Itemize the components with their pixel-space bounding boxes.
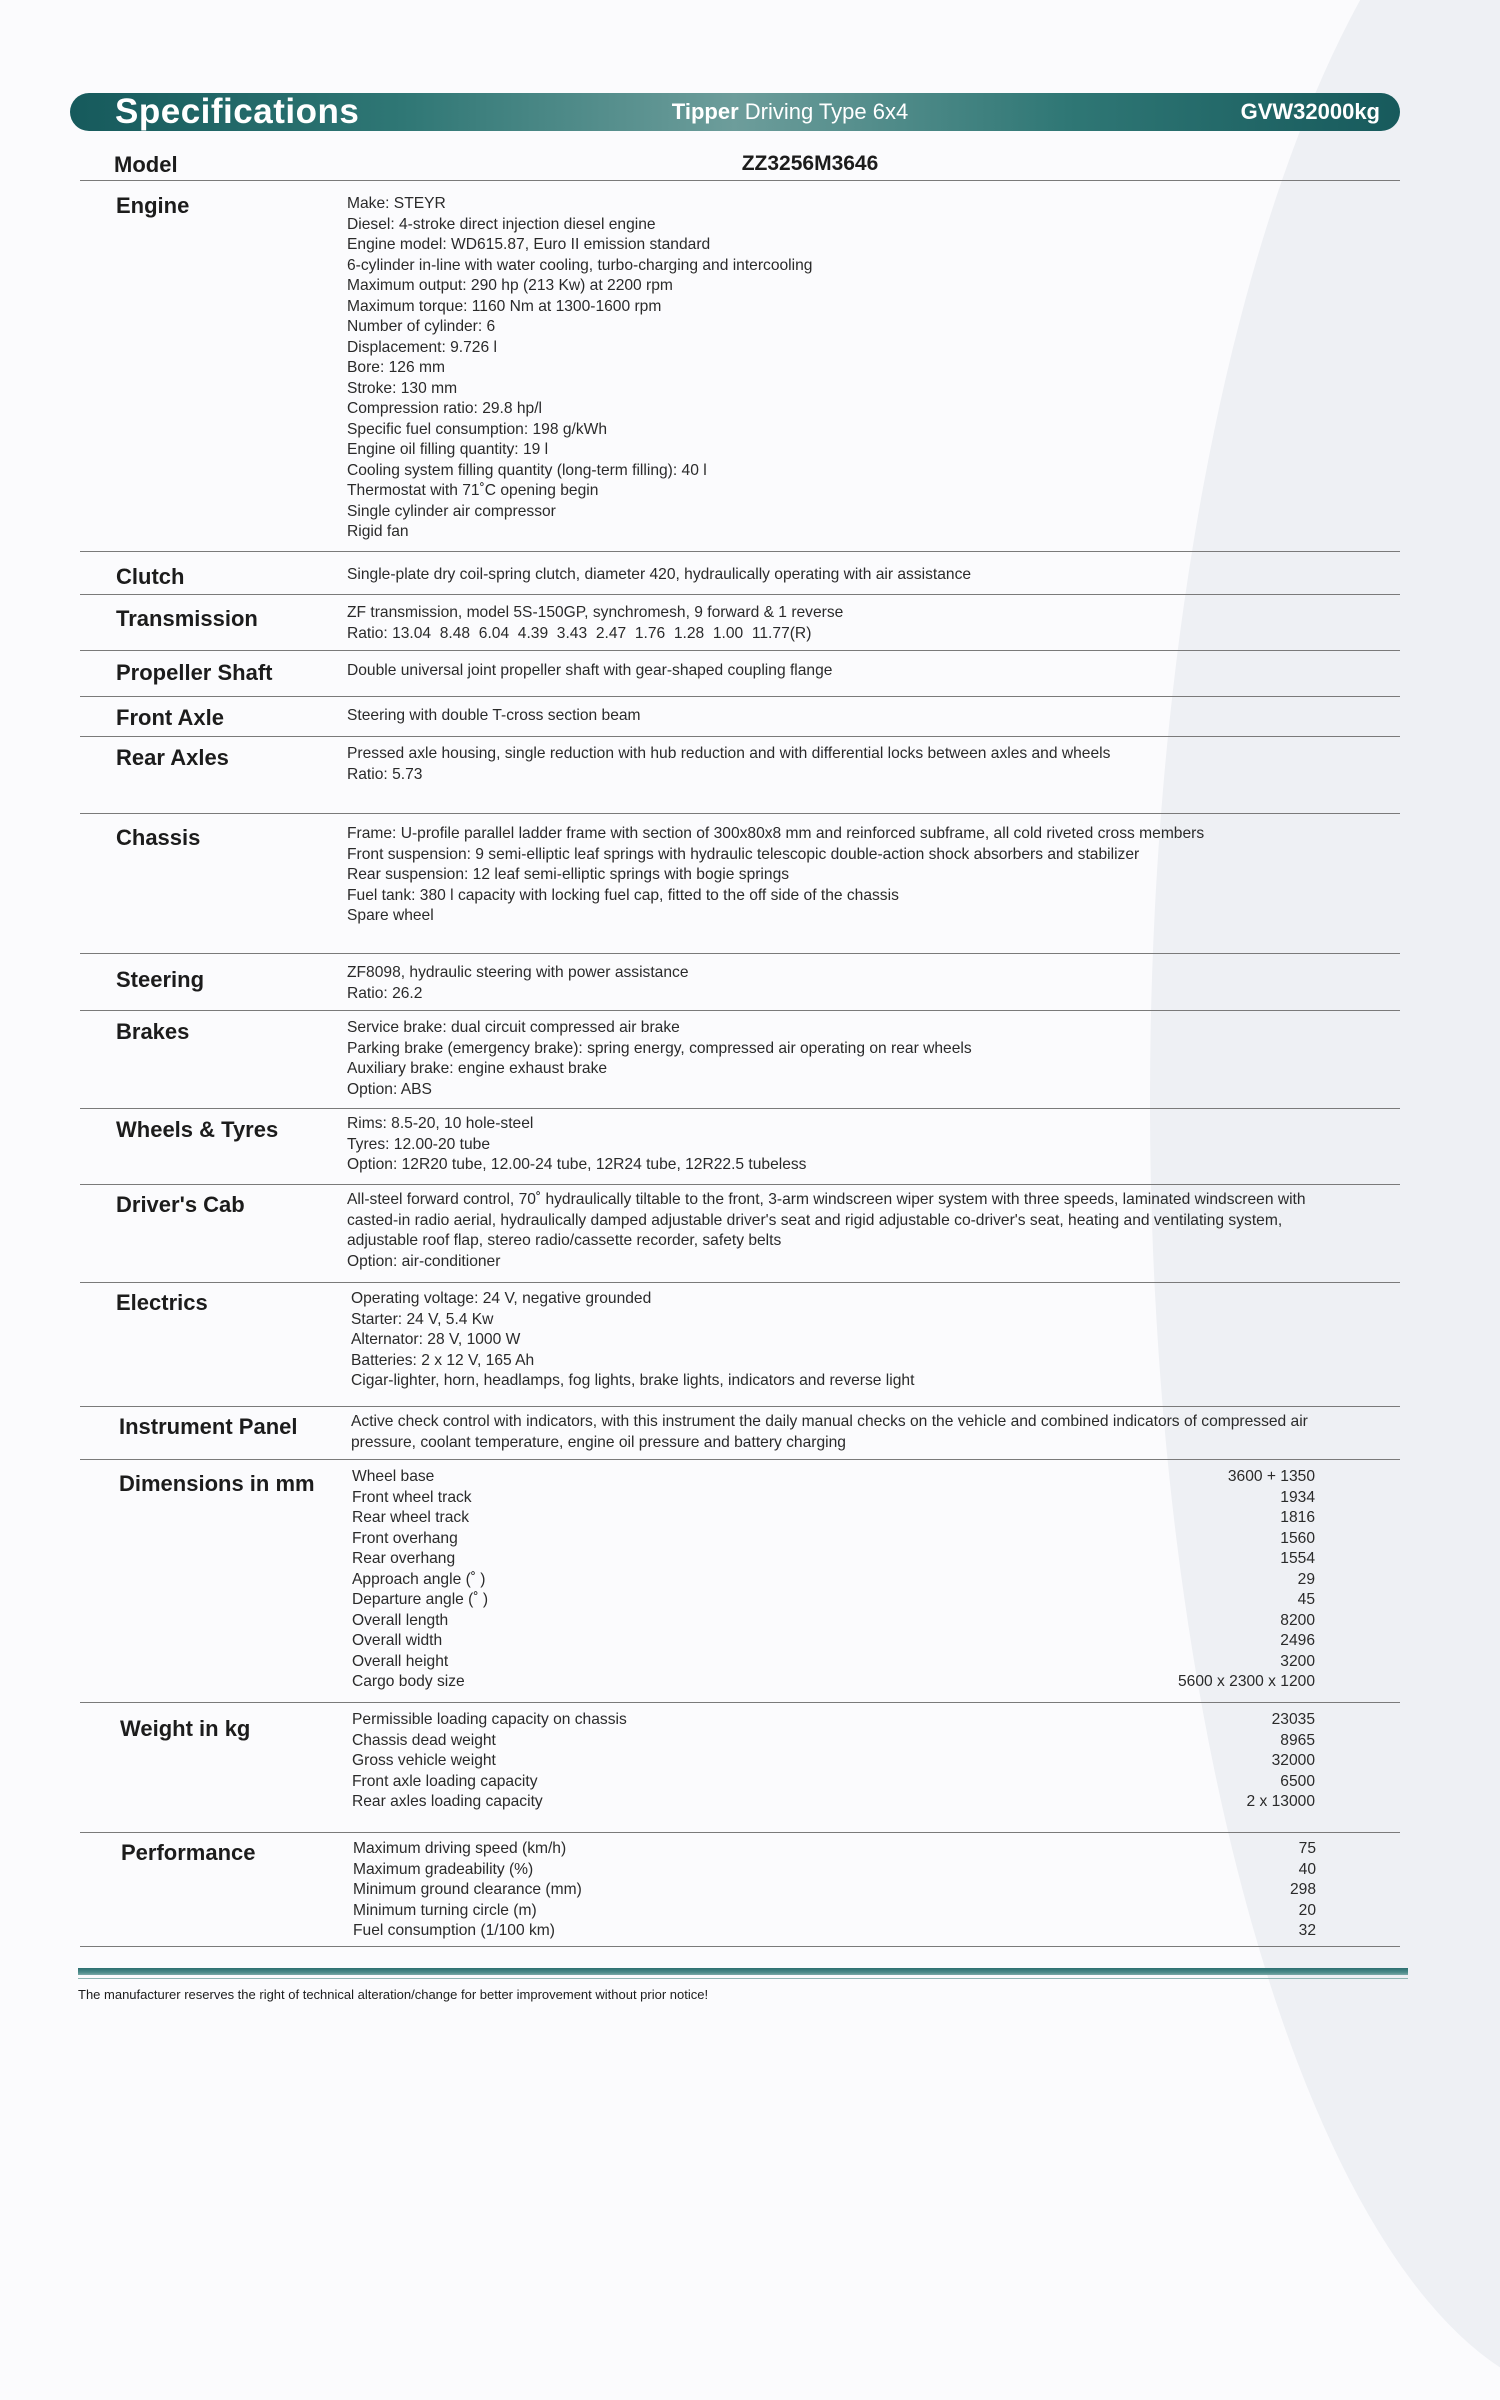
section-label: Rear Axles [116, 745, 229, 770]
spec-line: Ratio: 13.04 8.48 6.04 4.39 3.43 2.47 1.76 1.28 1.00 11.77(R) [347, 624, 812, 642]
section-content [351, 1289, 1406, 1392]
divider [80, 594, 1400, 595]
banner-title: Specifications [115, 92, 360, 131]
divider [80, 180, 1400, 181]
section-label: Instrument Panel [119, 1414, 298, 1439]
spec-line: Compression ratio: 29.8 hp/l [347, 400, 543, 417]
row-value: 3200 [1280, 1652, 1315, 1670]
row-label: Maximum driving speed (km/h) [353, 1840, 567, 1857]
row-value: 8200 [1280, 1611, 1315, 1629]
disclaimer-note: The manufacturer reserves the right of technical alteration/change for better improvement without prior notice! [78, 1987, 709, 2002]
row-label: Chassis dead weight [352, 1731, 496, 1749]
divider [80, 1108, 1400, 1109]
row-label: Fuel consumption (1/100 km) [353, 1922, 555, 1939]
banner-gvw: GVW32000kg [1240, 99, 1380, 124]
section-label: Chassis [116, 825, 201, 850]
divider [80, 650, 1400, 651]
row-value: 45 [1297, 1591, 1315, 1608]
row-value: 75 [1298, 1840, 1316, 1857]
table-row [352, 1549, 1407, 1570]
table-row [352, 1529, 1407, 1550]
spec-line: casted-in radio aerial, hydraulically damped adjustable driver's seat and rigid adjustable co-driver's seat, heating and ventilating system, [347, 1211, 1283, 1229]
row-value: 298 [1289, 1881, 1316, 1898]
spec-line: Alternator: 28 V, 1000 W [351, 1331, 521, 1348]
divider [80, 696, 1400, 697]
row-label: Minimum ground clearance (mm) [353, 1881, 582, 1898]
section-label: Transmission [116, 606, 258, 631]
row-label: Maximum gradeability (%) [353, 1860, 534, 1878]
section-label: Brakes [116, 1019, 190, 1044]
row-label: Front overhang [352, 1529, 458, 1547]
spec-line: Frame: U-profile parallel ladder frame with section of 300x80x8 mm and reinforced subframe, all cold riveted cross members [347, 825, 1205, 842]
spec-line: Starter: 24 V, 5.4 Kw [351, 1310, 494, 1328]
spec-line: adjustable roof flap, stereo radio/cassette recorder, safety belts [347, 1232, 782, 1249]
row-value: 2496 [1280, 1632, 1315, 1649]
divider [80, 813, 1400, 814]
spec-line: Make: STEYR [347, 195, 446, 212]
section-content [347, 603, 1402, 644]
spec-line: Stroke: 130 mm [347, 379, 458, 397]
table-row [352, 1652, 1407, 1673]
row-value: 1560 [1280, 1529, 1315, 1547]
footer-line [78, 1978, 1408, 1979]
table-row [352, 1672, 1407, 1693]
spec-line: Rims: 8.5-20, 10 hole-steel [347, 1115, 534, 1132]
divider [80, 551, 1400, 552]
model-label: Model [114, 152, 178, 177]
table-row [352, 1467, 1407, 1488]
spec-line: ZF8098, hydraulic steering with power assistance [347, 964, 689, 981]
table-row [352, 1590, 1407, 1611]
divider [80, 1010, 1400, 1011]
spec-line: Displacement: 9.726 l [347, 338, 497, 356]
spec-line: Cigar-lighter, horn, headlamps, fog lights, brake lights, indicators and reverse light [351, 1372, 915, 1389]
performance-table [353, 1839, 1408, 1942]
spec-line: Service brake: dual circuit compressed air brake [347, 1019, 680, 1036]
section-label: Front Axle [116, 705, 224, 730]
divider [80, 1282, 1400, 1283]
spec-line: Tyres: 12.00-20 tube [347, 1135, 491, 1153]
spec-line: Option: 12R20 tube, 12.00-24 tube, 12R24 tube, 12R22.5 tubeless [347, 1156, 807, 1173]
row-value: 3600 + 1350 [1227, 1468, 1315, 1485]
section-label: Wheels & Tyres [116, 1117, 279, 1142]
spec-line: Maximum output: 290 hp (213 Kw) at 2200 rpm [347, 277, 673, 294]
section-content [351, 1412, 1406, 1453]
table-row [352, 1631, 1407, 1652]
section-label: Engine [116, 193, 190, 218]
row-value: 2 x 13000 [1246, 1793, 1315, 1810]
row-value: 23035 [1271, 1711, 1315, 1728]
spec-line: Ratio: 26.2 [347, 984, 423, 1002]
divider [80, 1946, 1400, 1947]
section-label: Performance [121, 1840, 256, 1865]
section-label: Propeller Shaft [116, 660, 273, 685]
row-label: Approach angle (˚ ) [352, 1570, 486, 1588]
row-label: Wheel base [352, 1468, 435, 1485]
divider [80, 1459, 1400, 1460]
spec-line: Number of cylinder: 6 [347, 318, 496, 335]
spec-line: Specific fuel consumption: 198 g/kWh [347, 420, 608, 438]
specifications-banner [70, 93, 1400, 131]
banner-vehicle-type: Tipper [671, 99, 739, 124]
spec-line: Batteries: 2 x 12 V, 165 Ah [351, 1351, 535, 1369]
spec-line: Ratio: 5.73 [347, 765, 423, 783]
table-row [353, 1921, 1408, 1942]
table-row [352, 1488, 1407, 1509]
section-content [347, 661, 1402, 682]
row-value: 6500 [1280, 1772, 1315, 1790]
row-value: 8965 [1280, 1731, 1315, 1749]
section-label: Steering [116, 967, 205, 992]
row-label: Departure angle (˚ ) [352, 1591, 489, 1608]
spec-line: Thermostat with 71˚C opening begin [347, 482, 599, 499]
row-label: Gross vehicle weight [352, 1752, 496, 1769]
section-label: Weight in kg [120, 1716, 251, 1741]
row-label: Minimum turning circle (m) [353, 1901, 537, 1919]
spec-line: All-steel forward control, 70˚ hydraulically tiltable to the front, 3-arm windscreen wiper system with three speeds, laminated windscreen with [347, 1191, 1306, 1208]
table-row [352, 1792, 1407, 1813]
spec-line: Option: air-conditioner [347, 1252, 501, 1270]
section-content [347, 1018, 1402, 1100]
row-value: 32 [1298, 1922, 1316, 1939]
row-value: 20 [1298, 1901, 1316, 1919]
section-content [347, 565, 1402, 586]
section-label: Driver's Cab [116, 1192, 245, 1217]
banner-driving-type [615, 93, 965, 131]
table-row [352, 1751, 1407, 1772]
spec-line: pressure, coolant temperature, engine oil pressure and battery charging [351, 1433, 846, 1451]
table-row [353, 1880, 1408, 1901]
spec-line: Engine oil filling quantity: 19 l [347, 441, 549, 458]
section-content [347, 744, 1402, 785]
row-value: 29 [1297, 1570, 1315, 1588]
table-row [352, 1611, 1407, 1632]
table-row [352, 1508, 1407, 1529]
spec-line: Option: ABS [347, 1080, 432, 1098]
row-value: 1816 [1280, 1509, 1315, 1526]
divider [80, 953, 1400, 954]
row-label: Overall length [352, 1611, 449, 1629]
row-label: Cargo body size [352, 1673, 465, 1690]
table-row [353, 1860, 1408, 1881]
model-value: ZZ3256M3646 [741, 152, 879, 175]
divider [80, 1702, 1400, 1703]
table-row [352, 1731, 1407, 1752]
spec-line: Single cylinder air compressor [347, 502, 556, 520]
spec-line: Maximum torque: 1160 Nm at 1300-1600 rpm [347, 297, 662, 315]
banner-drive: Driving Type 6x4 [744, 99, 909, 124]
section-content [347, 194, 1402, 543]
spec-line: Parking brake (emergency brake): spring energy, compressed air operating on rear wheels [347, 1039, 972, 1057]
spec-line: Front suspension: 9 semi-elliptic leaf springs with hydraulic telescopic double-action shock absorbers and stabilizer [347, 845, 1140, 863]
spec-line: Cooling system filling quantity (long-term filling): 40 l [347, 461, 707, 479]
row-label: Front wheel track [352, 1488, 472, 1506]
divider [80, 736, 1400, 737]
table-row [352, 1710, 1407, 1731]
row-label: Rear axles loading capacity [352, 1793, 543, 1810]
spec-line: Diesel: 4-stroke direct injection diesel engine [347, 215, 656, 233]
section-content [347, 1190, 1402, 1272]
row-value: 40 [1298, 1860, 1316, 1878]
dimensions-table [352, 1467, 1407, 1693]
section-content [347, 824, 1402, 927]
spec-line: Single-plate dry coil-spring clutch, diameter 420, hydraulically operating with air assistance [347, 566, 972, 583]
table-row [352, 1772, 1407, 1793]
spec-line: Rigid fan [347, 523, 409, 540]
section-label: Dimensions in mm [119, 1471, 315, 1496]
divider [80, 1184, 1400, 1185]
spec-line: Rear suspension: 12 leaf semi-elliptic springs with bogie springs [347, 866, 790, 883]
spec-line: Spare wheel [347, 907, 434, 924]
spec-line: Operating voltage: 24 V, negative grounded [351, 1290, 652, 1307]
row-label: Rear wheel track [352, 1509, 469, 1526]
spec-line: Steering with double T-cross section beam [347, 707, 641, 724]
row-value: 5600 x 2300 x 1200 [1178, 1673, 1315, 1690]
spec-line: Fuel tank: 380 l capacity with locking fuel cap, fitted to the off side of the chassis [347, 886, 899, 904]
row-label: Permissible loading capacity on chassis [352, 1711, 627, 1728]
row-label: Overall height [352, 1652, 449, 1670]
table-row [353, 1839, 1408, 1860]
row-label: Overall width [352, 1632, 443, 1649]
divider [80, 1406, 1400, 1407]
spec-line: Bore: 126 mm [347, 359, 445, 376]
spec-line: ZF transmission, model 5S-150GP, synchromesh, 9 forward & 1 reverse [347, 604, 844, 621]
section-label: Clutch [116, 564, 185, 589]
section-label: Electrics [116, 1290, 208, 1315]
row-value: 1554 [1280, 1550, 1315, 1567]
spec-line: Double universal joint propeller shaft with gear-shaped coupling flange [347, 662, 833, 679]
spec-line: Auxiliary brake: engine exhaust brake [347, 1060, 608, 1077]
section-content [347, 706, 1402, 727]
weight-table [352, 1710, 1407, 1813]
row-label: Rear overhang [352, 1550, 456, 1567]
row-value: 32000 [1271, 1752, 1315, 1769]
divider [80, 1832, 1400, 1833]
table-row [353, 1901, 1408, 1922]
spec-line: Engine model: WD615.87, Euro II emission standard [347, 236, 711, 253]
spec-line: Active check control with indicators, with this instrument the daily manual checks on the vehicle and combined indicators of compressed air [351, 1413, 1308, 1430]
section-content [347, 1114, 1402, 1176]
row-value: 1934 [1280, 1488, 1315, 1506]
section-content [347, 963, 1402, 1004]
row-label: Front axle loading capacity [352, 1772, 538, 1790]
spec-line: 6-cylinder in-line with water cooling, turbo-charging and intercooling [347, 256, 813, 274]
table-row [352, 1570, 1407, 1591]
footer-bar [78, 1968, 1408, 1975]
spec-line: Pressed axle housing, single reduction with hub reduction and with differential locks between axles and wheels [347, 745, 1111, 762]
